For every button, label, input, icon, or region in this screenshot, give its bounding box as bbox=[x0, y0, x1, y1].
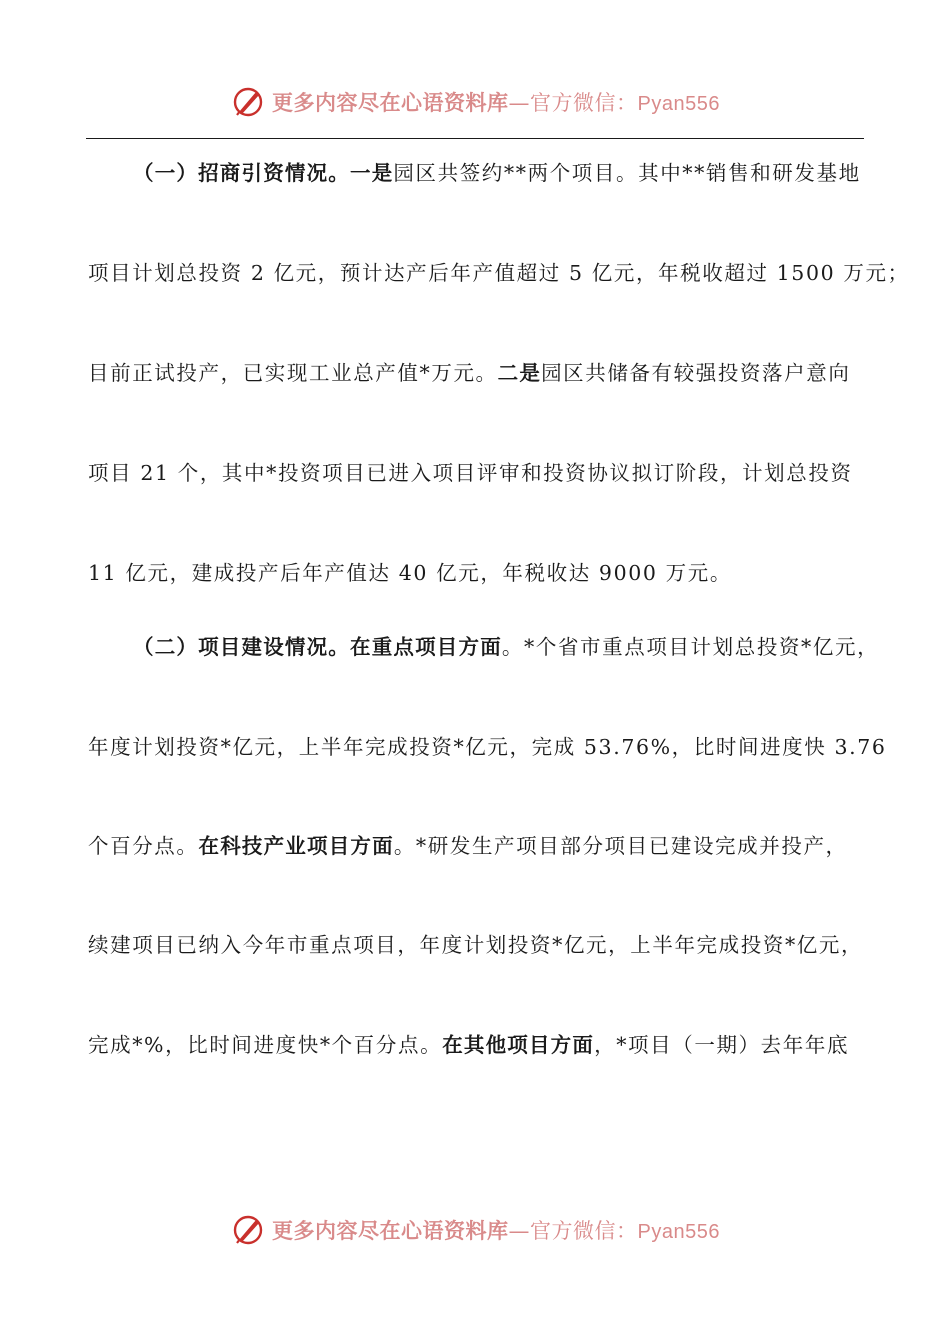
quill-pen-logo-icon bbox=[230, 1212, 266, 1248]
quill-pen-logo-icon bbox=[230, 84, 266, 120]
banner-brand: 更多内容尽在心语资料库 bbox=[272, 90, 509, 115]
banner-text bbox=[272, 87, 720, 117]
header-divider bbox=[86, 138, 864, 139]
banner-brand: 更多内容尽在心语资料库 bbox=[272, 1218, 509, 1243]
paragraph-2-line-2: 年度计划投资*亿元，上半年完成投资*亿元，完成 53.76%，比时间进度快 3.76 bbox=[88, 735, 887, 759]
paragraph-2-line-3: 个百分点。在科技产业项目方面。*研发生产项目部分项目已建设完成并投产， bbox=[88, 834, 848, 858]
banner-wechat-id: Pyan556 bbox=[637, 93, 720, 115]
banner-wechat-id: Pyan556 bbox=[637, 1221, 720, 1243]
footer-banner bbox=[0, 1210, 950, 1250]
paragraph-1-line-2: 项目计划总投资 2 亿元，预计达产后年产值超过 5 亿元，年税收超过 1500 万元； bbox=[88, 261, 910, 285]
banner-text bbox=[272, 1215, 720, 1245]
paragraph-1-line-5: 11 亿元，建成投产后年产值达 40 亿元，年税收达 9000 万元。 bbox=[88, 561, 732, 585]
paragraph-1-line-3: 目前正试投产，已实现工业总产值*万元。二是园区共储备有较强投资落户意向 bbox=[88, 361, 851, 385]
banner-separator: — bbox=[508, 91, 531, 115]
header-banner bbox=[0, 82, 950, 122]
paragraph-2-line-4: 续建项目已纳入今年市重点项目，年度计划投资*亿元，上半年完成投资*亿元， bbox=[88, 933, 864, 957]
paragraph-2-line-5: 完成*%，比时间进度快*个百分点。在其他项目方面，*项目（一期）去年年底 bbox=[88, 1033, 850, 1057]
banner-wechat-label: 官方微信： bbox=[530, 91, 638, 115]
section-1-heading: （一）招商引资情况。一是 bbox=[133, 161, 394, 185]
paragraph-1-line-1: （一）招商引资情况。一是园区共签约**两个项目。其中**销售和研发基地 bbox=[133, 161, 861, 185]
banner-separator: — bbox=[508, 1219, 531, 1243]
banner-wechat-label: 官方微信： bbox=[530, 1219, 638, 1243]
paragraph-1-line-4: 项目 21 个，其中*投资项目已进入项目评审和投资协议拟订阶段，计划总投资 bbox=[88, 461, 853, 485]
paragraph-2-line-1: （二）项目建设情况。在重点项目方面。*个省市重点项目计划总投资*亿元， bbox=[133, 635, 880, 659]
section-2-heading: （二）项目建设情况。在重点项目方面 bbox=[133, 635, 502, 659]
